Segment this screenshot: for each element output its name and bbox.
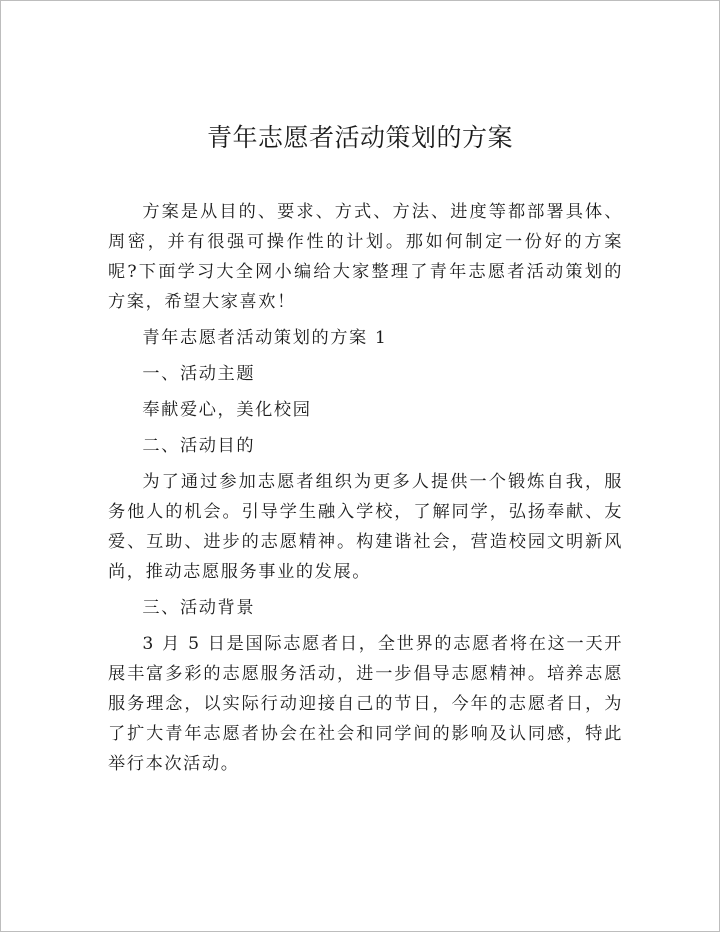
theme-text: 奉献爱心，美化校园	[142, 400, 312, 420]
intro-paragraph: 方案是从目的、要求、方式、方法、进度等都部署具体、周密，并有很强可操作性的计划。那如何制定一份好的方案呢?下面学习大全网小编给大家整理了青年志愿者活动策划的方案，希望大家喜欢！	[108, 202, 623, 312]
background-paragraph: 3 月 5 日是国际志愿者日，全世界的志愿者将在这一天开展丰富多彩的志愿服务活动，进一步倡导志愿精神。培养志愿服务理念，以实际行动迎接自己的节日，今年的志愿者日，为了扩大青年志愿者协会在社会和同学间的影响及认同感，特此举行本次活动。	[108, 634, 623, 774]
section-heading-theme: 一、活动主题	[142, 364, 256, 384]
purpose-paragraph: 为了通过参加志愿者组织为更多人提供一个锻炼自我，服务他人的机会。引导学生融入学校，了解同学，弘扬奉献、友爱、互助、进步的志愿精神。构建谐社会，营造校园文明新风尚，推动志愿服务事业的发展。	[108, 472, 623, 582]
plan-heading: 青年志愿者活动策划的方案 1	[142, 328, 388, 348]
section-heading-background: 三、活动背景	[142, 598, 256, 618]
document-body	[108, 197, 623, 785]
section-heading-purpose: 二、活动目的	[142, 436, 256, 456]
document-title: 青年志愿者活动策划的方案	[206, 123, 513, 152]
